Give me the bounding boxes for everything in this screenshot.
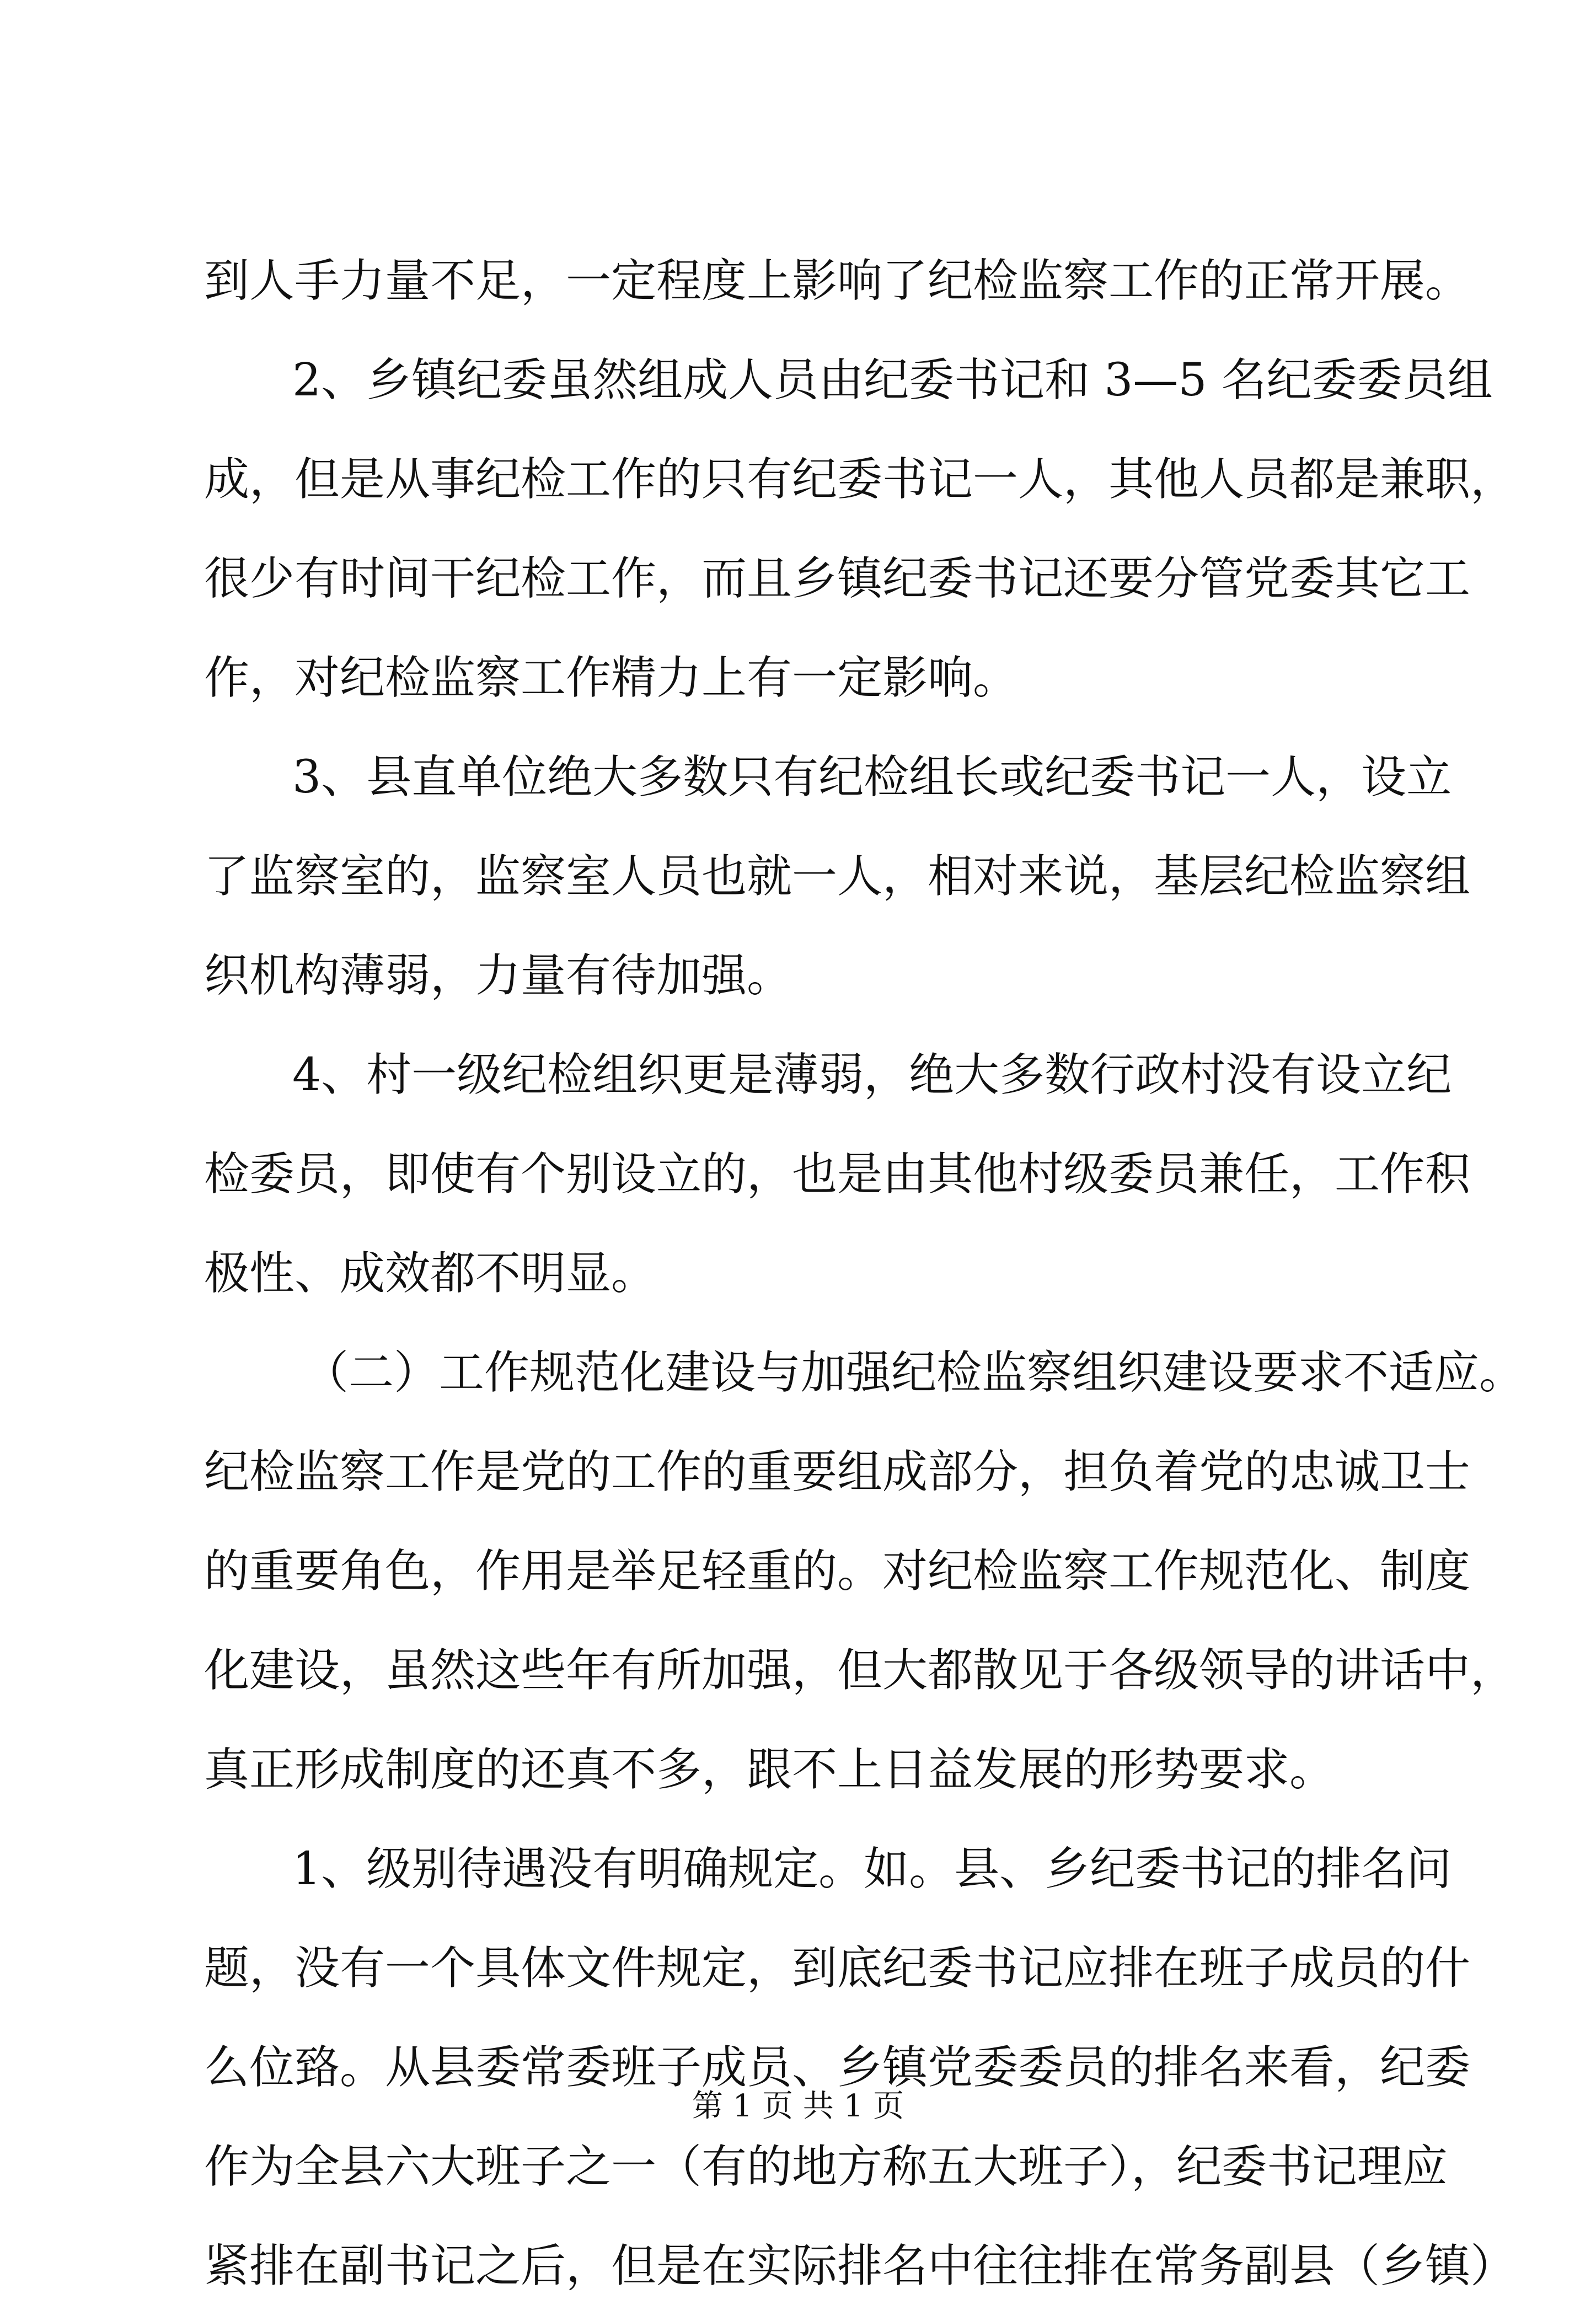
document-body — [204, 232, 1525, 2316]
page-number-footer: 第 1 页 共 1 页 — [692, 2088, 904, 2124]
text-line: 2、乡镇纪委虽然组成人员由纪委书记和 3—5 名纪委委员组 — [292, 354, 1493, 406]
text-line: 检委员，即使有个别设立的，也是由其他村级委员兼任，工作积 — [204, 1148, 1471, 1200]
text-line: 很少有时间干纪检工作，而且乡镇纪委书记还要分管党委其它工 — [204, 553, 1471, 605]
text-line: 纪检监察工作是党的工作的重要组成部分，担负着党的忠诚卫士 — [204, 1446, 1471, 1498]
text-line: 真正形成制度的还真不多，跟不上日益发展的形势要求。 — [204, 1744, 1335, 1796]
text-line: 了监察室的，监察室人员也就一人，相对来说，基层纪检监察组 — [204, 850, 1471, 903]
section-heading: （二）工作规范化建设与加强纪检监察组织建设要求不适应。 — [303, 1347, 1525, 1399]
text-line: 作，对纪检监察工作精力上有一定影响。 — [204, 652, 1019, 704]
text-line: 到人手力量不足，一定程度上影响了纪检监察工作的正常开展。 — [204, 255, 1471, 307]
text-line: 成，但是从事纪检工作的只有纪委书记一人，其他人员都是兼职， — [204, 453, 1516, 506]
text-line: 极性、成效都不明显。 — [204, 1247, 657, 1300]
text-line: 化建设，虽然这些年有所加强，但大都散见于各级领导的讲话中， — [204, 1644, 1516, 1697]
text-line: 么位臵。从县委常委班子成员、乡镇党委委员的排名来看，纪委 — [204, 2041, 1471, 2094]
text-line: 4、村一级纪检组织更是薄弱，绝大多数行政村没有设立纪 — [292, 1049, 1452, 1101]
text-line: 的重要角色，作用是举足轻重的。对纪检监察工作规范化、制度 — [204, 1545, 1471, 1597]
text-line: 作为全县六大班子之一（有的地方称五大班子），纪委书记理应 — [204, 2141, 1448, 2193]
text-line: 题，没有一个具体文件规定，到底纪委书记应排在班子成员的什 — [204, 1942, 1471, 1995]
text-line: 1、级别待遇没有明确规定。如。县、乡纪委书记的排名问 — [292, 1843, 1452, 1895]
text-line: 3、县直单位绝大多数只有纪检组长或纪委书记一人，设立 — [292, 751, 1452, 803]
text-line: 紧排在副书记之后，但是在实际排名中往往排在常务副县（乡镇） — [204, 2240, 1516, 2292]
text-line: 织机构薄弱，力量有待加强。 — [204, 950, 792, 1002]
